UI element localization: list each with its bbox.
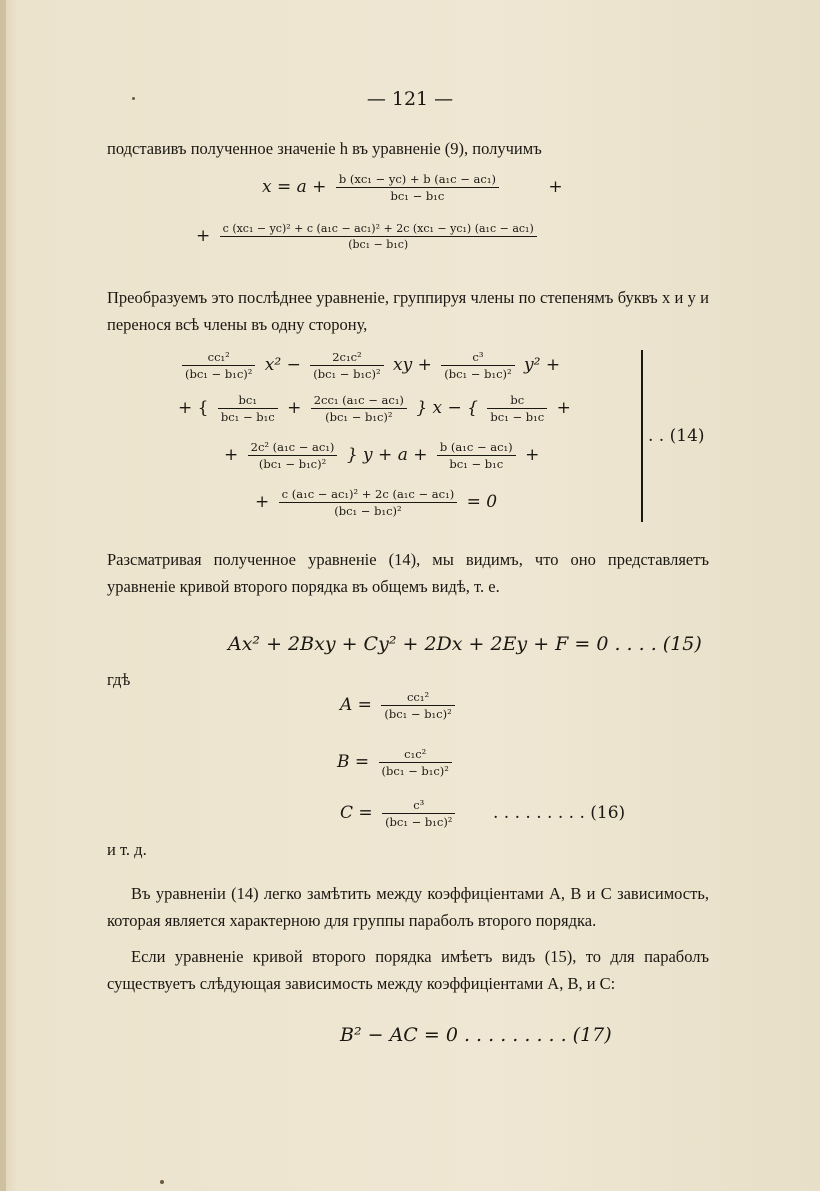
fraction-numerator: cc₁² xyxy=(182,350,255,366)
plus-sign: + xyxy=(224,445,239,465)
term: = 0 xyxy=(466,492,498,512)
fraction-numerator: bc₁ xyxy=(218,393,278,409)
fraction xyxy=(441,350,514,381)
fraction-numerator: c₁c² xyxy=(379,747,452,763)
page-number: — 121 — xyxy=(366,88,454,110)
fraction-denominator: bc₁ − b₁c xyxy=(220,410,275,424)
fraction-denominator: bc₁ − b₁c xyxy=(490,410,545,424)
term: } x − { xyxy=(416,398,479,418)
fraction-numerator: c (a₁c − ac₁)² + 2c (a₁c − ac₁) xyxy=(279,487,458,503)
term: xy + xyxy=(393,355,432,375)
fraction-numerator: 2c² (a₁c − ac₁) xyxy=(248,440,338,456)
word-where: гдѣ xyxy=(107,670,131,689)
fraction-numerator: c³ xyxy=(382,798,455,814)
term: x² − xyxy=(264,355,301,375)
fraction xyxy=(379,747,452,778)
fraction-denominator: (bc₁ − b₁c)² xyxy=(381,764,449,778)
equation-x-line1 xyxy=(262,172,563,203)
paragraph-text: Въ уравненiи (14) легко замѣтить между коэффицiентами A, B и C зависимость, которая является характерною для группы параболъ второго порядка. xyxy=(107,884,709,930)
fraction-numerator: 2cc₁ (a₁c − ac₁) xyxy=(311,393,407,409)
fraction xyxy=(248,440,338,471)
paper-speck xyxy=(160,1180,164,1184)
equation-x-line2 xyxy=(196,222,541,251)
page-binding-edge xyxy=(0,0,6,1191)
paragraph-transform: Преобразуемъ это послѣднее уравненiе, группируя члены по степенямъ буквъ x и y и перенося всѣ члены въ одну сторону, xyxy=(107,288,709,334)
paper-speck xyxy=(132,97,135,100)
paragraph-intro: подставивъ полученное значенiе h въ уравненiе (9), получимъ xyxy=(107,139,542,158)
fraction-denominator: bc₁ − b₁c xyxy=(449,457,504,471)
fraction xyxy=(437,440,516,471)
fraction-denominator: (bc₁ − b₁c)² xyxy=(185,367,253,381)
fraction-denominator: bc₁ − b₁c xyxy=(390,189,445,203)
fraction xyxy=(310,350,383,381)
equation-label-14: . . (14) xyxy=(648,426,705,446)
equation-14-line1 xyxy=(178,350,560,381)
equation-16-C xyxy=(340,798,459,829)
fraction xyxy=(218,393,278,424)
fraction-numerator: 2c₁c² xyxy=(310,350,383,366)
fraction xyxy=(182,350,255,381)
eq-lhs: C = xyxy=(340,803,373,823)
eq-lhs: A = xyxy=(340,695,372,715)
plus-sign: + xyxy=(525,445,540,465)
term: } y + a + xyxy=(346,445,428,465)
equation-14-line2 xyxy=(178,393,571,424)
fraction-denominator: (bc₁ − b₁c)² xyxy=(313,367,381,381)
equation-17: B² − AC = 0 . . . . . . . . . (17) xyxy=(340,1024,612,1046)
fraction-denominator: (bc₁ − b₁c)² xyxy=(384,707,452,721)
term: + { xyxy=(178,398,209,418)
paragraph-coefficients xyxy=(107,880,709,934)
paragraph-analysis: Разсматривая полученное уравненiе (14), мы видимъ, что оно представляетъ уравненiе кривой второго порядка въ общемъ видѣ, т. е. xyxy=(107,550,709,596)
fraction-denominator: (bc₁ − b₁c)² xyxy=(258,457,327,471)
fraction xyxy=(220,222,537,251)
equation-14-line3 xyxy=(224,440,539,471)
paragraph-text: Если уравненiе кривой второго порядка имѣетъ видъ (15), то для параболъ существуетъ слѣдующая зависимость между коэффицiентами A, B, и C: xyxy=(107,947,709,993)
equation-16-B xyxy=(337,747,456,778)
equation-15: Ax² + 2Bxy + Cy² + 2Dx + 2Ey + F = 0 . . . . (15) xyxy=(228,633,702,655)
equation-14-line4 xyxy=(255,487,497,518)
fraction-denominator: (bc₁ − b₁c) xyxy=(348,238,409,251)
plus-sign: + xyxy=(287,398,302,418)
eq-lhs: x = a + xyxy=(262,177,327,197)
plus-sign: + xyxy=(548,177,563,197)
equation-16-A xyxy=(340,690,459,721)
fraction-numerator: c (xc₁ − yc)² + c (a₁c − ac₁)² + 2c (xc₁ − yc₁) (a₁c − ac₁) xyxy=(220,222,537,237)
plus-sign: + xyxy=(196,226,211,246)
fraction xyxy=(487,393,547,424)
fraction-denominator: (bc₁ − b₁c)² xyxy=(325,410,393,424)
word-etc: и т. д. xyxy=(107,840,147,859)
fraction xyxy=(382,798,455,829)
fraction-numerator: b (xc₁ − yc) + b (a₁c − ac₁) xyxy=(336,172,499,188)
fraction-denominator: (bc₁ − b₁c)² xyxy=(334,504,402,518)
eq-lhs: B = xyxy=(337,752,370,772)
fraction-denominator: (bc₁ − b₁c)² xyxy=(444,367,512,381)
fraction-numerator: c³ xyxy=(441,350,514,366)
equation-label-16: . . . . . . . . . (16) xyxy=(493,803,626,823)
paragraph-parabola xyxy=(107,943,709,997)
fraction xyxy=(311,393,407,424)
fraction xyxy=(336,172,499,203)
term: y² + xyxy=(524,355,561,375)
fraction xyxy=(279,487,458,518)
fraction-denominator: (bc₁ − b₁c)² xyxy=(385,815,453,829)
fraction xyxy=(381,690,454,721)
plus-sign: + xyxy=(255,492,270,512)
plus-sign: + xyxy=(556,398,571,418)
system-bracket xyxy=(641,350,643,522)
fraction-numerator: bc xyxy=(487,393,547,409)
fraction-numerator: b (a₁c − ac₁) xyxy=(437,440,516,456)
fraction-numerator: cc₁² xyxy=(381,690,454,706)
